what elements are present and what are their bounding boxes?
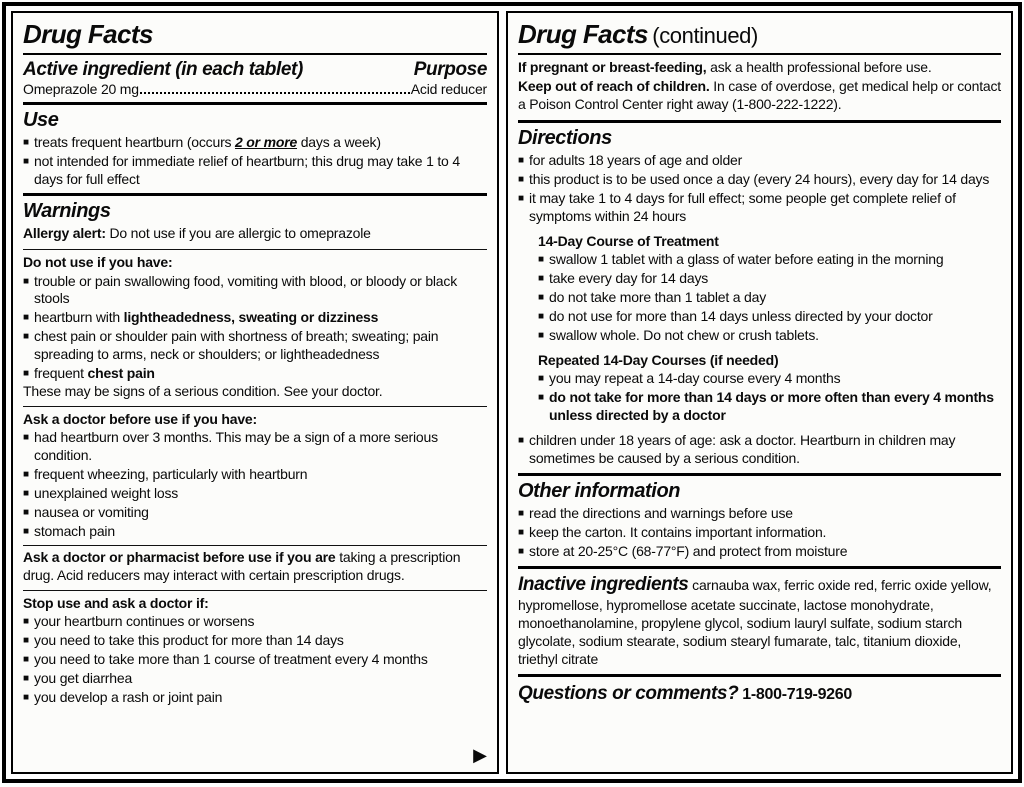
list-item-text (34, 429, 487, 465)
list-item-text (34, 485, 487, 503)
text-run: frequent wheezing, particularly with heartburn (34, 466, 308, 483)
subsection-ask-doctor (23, 406, 487, 545)
list-item-text (549, 251, 1001, 269)
text-run: chest pain (87, 365, 155, 382)
questions-phone-number: 1-800-719-9260 (742, 686, 852, 704)
section-questions (518, 674, 1001, 710)
bullet-square-icon: ■ (23, 526, 30, 538)
list-item-text (549, 389, 1001, 425)
panel-title: Drug Facts (518, 19, 648, 49)
list-item-text (529, 171, 1001, 189)
dotted-leader (140, 81, 410, 94)
text-run: had heartburn over 3 months. This may be a sign of a more serious condition. (34, 429, 438, 464)
list-item (23, 466, 487, 484)
list-item (23, 651, 487, 669)
drug-facts-label (2, 2, 1022, 783)
inactive-ingredients-text (518, 573, 1001, 669)
repeated-heading: Repeated 14-Day Courses (if needed) (538, 351, 779, 368)
list-item-text (34, 273, 487, 309)
text-run: children under 18 years of age: ask a doctor. Heartburn in children may sometimes be caused by a serious condition. (529, 431, 956, 466)
panel-title: Drug Facts (23, 19, 153, 49)
text-run: In case of overdose, get medical help or contact a Poison Control Center right away (1-800-222-1222). (518, 77, 1001, 112)
keep-out-of-reach-text (518, 78, 1001, 114)
list-item (518, 171, 1001, 189)
bullet-square-icon: ■ (518, 173, 525, 185)
text-run: If pregnant or breast-feeding, (518, 59, 707, 75)
list-item (23, 429, 487, 465)
text-run: you need to take more than 1 course of treatment every 4 months (34, 651, 428, 668)
panel-title-row-continued (518, 18, 1001, 55)
list-item (23, 670, 487, 688)
repeated-bullet-list (538, 370, 1001, 425)
children-bullet-list (518, 432, 1001, 468)
text-run: you need to take this product for more than 14 days (34, 632, 344, 649)
list-item-text (34, 328, 487, 364)
list-item-text (34, 689, 487, 707)
text-run: frequent (34, 365, 88, 382)
text-run: this product is to be used once a day (every 24 hours), every day for 14 days (529, 170, 990, 187)
subsection-stop-use (23, 590, 487, 711)
text-run: Allergy alert: (23, 225, 106, 242)
text-run: you get diarrhea (34, 670, 133, 687)
text-run: nausea or vomiting (34, 504, 149, 521)
text-run: taking a prescription drug. Acid reducers may interact with certain prescription drugs. (23, 549, 461, 583)
list-item (518, 152, 1001, 170)
panel-title-continued: (continued) (652, 23, 758, 48)
list-item-text (529, 543, 1001, 561)
bullet-square-icon: ■ (23, 654, 30, 666)
subsection-ask-pharmacist (23, 545, 487, 590)
bullet-square-icon: ■ (538, 329, 545, 341)
bullet-square-icon: ■ (538, 372, 545, 384)
list-item (538, 289, 1001, 307)
list-item-text (34, 651, 487, 669)
text-run: you develop a rash or joint pain (34, 689, 223, 706)
do-not-use-heading: Do not use if you have: (23, 254, 173, 271)
list-item-text (34, 523, 487, 541)
list-item-text (34, 466, 487, 484)
text-run: chest pain or shoulder pain with shortness of breath; sweating; pain spreading to arms, neck or shoulders; or lightheadedness (34, 328, 439, 363)
bullet-square-icon: ■ (23, 155, 30, 167)
ask-doctor-heading: Ask a doctor before use if you have: (23, 411, 257, 428)
bullet-square-icon: ■ (518, 192, 525, 204)
text-run: Keep out of reach of children. (518, 77, 710, 94)
list-item-text (34, 613, 487, 631)
section-heading-use: Use (23, 108, 59, 131)
list-item (23, 273, 487, 309)
bullet-square-icon: ■ (23, 331, 30, 343)
active-ingredient-row (23, 81, 487, 97)
list-item-text (549, 308, 1001, 326)
active-ingredient-heading: Active ingredient (in each tablet) (23, 58, 303, 80)
text-run: unexplained weight loss (34, 485, 179, 502)
list-item-text (34, 632, 487, 650)
text-run: do not use for more than 14 days unless directed by your doctor (549, 307, 933, 324)
questions-heading: Questions or comments? (518, 683, 739, 705)
list-item (538, 251, 1001, 269)
drug-facts-panel-right (506, 11, 1013, 774)
bullet-square-icon: ■ (538, 310, 545, 322)
drug-facts-panel-left (11, 11, 499, 774)
bullet-square-icon: ■ (538, 253, 545, 265)
list-item-text (34, 153, 487, 189)
bullet-square-icon: ■ (23, 469, 30, 481)
list-item (23, 134, 487, 152)
bullet-square-icon: ■ (23, 488, 30, 500)
text-run: you may repeat a 14-day course every 4 months (549, 369, 841, 386)
list-item-text (529, 190, 1001, 226)
text-run: your heartburn continues or worsens (34, 613, 255, 630)
text-run: Ask a doctor or pharmacist before use if you are (23, 549, 336, 566)
list-item (538, 270, 1001, 288)
text-run: do not take for more than 14 days or more often than every 4 months unless directed by a doctor (549, 388, 994, 423)
bullet-square-icon: ■ (518, 154, 525, 166)
bullet-square-icon: ■ (538, 272, 545, 284)
list-item (538, 327, 1001, 345)
list-item (23, 153, 487, 189)
bullet-square-icon: ■ (23, 368, 30, 380)
text-run: not intended for immediate relief of heartburn; this drug may take 1 to 4 days for full effect (34, 152, 460, 187)
list-item (518, 190, 1001, 226)
list-item (23, 613, 487, 631)
ask-doctor-bullet-list (23, 429, 487, 541)
list-item (23, 328, 487, 364)
text-run: read the directions and warnings before use (529, 504, 793, 521)
list-item (23, 365, 487, 383)
list-item (23, 504, 487, 522)
text-run: lightheadedness, sweating or dizziness (123, 309, 379, 326)
bullet-square-icon: ■ (518, 545, 525, 557)
text-run: ask a health professional before use. (706, 59, 932, 75)
purpose-heading: Purpose (413, 58, 487, 80)
list-item (23, 632, 487, 650)
bullet-square-icon: ■ (23, 432, 30, 444)
list-item (23, 309, 487, 327)
text-run: for adults 18 years of age and older (529, 151, 743, 168)
bullet-square-icon: ■ (23, 136, 30, 148)
list-item (538, 308, 1001, 326)
list-item-text (34, 309, 487, 327)
do-not-use-footer: These may be signs of a serious condition. See your doctor. (23, 383, 383, 400)
continued-arrow-icon: ▶ (473, 745, 487, 765)
section-active-ingredient (23, 55, 487, 102)
section-heading-directions: Directions (518, 126, 612, 149)
inactive-ingredients-heading: Inactive ingredients (518, 573, 689, 595)
list-item-text (34, 670, 487, 688)
text-run: keep the carton. It contains important information. (529, 523, 827, 540)
section-other-information (518, 473, 1001, 566)
list-item (518, 505, 1001, 523)
list-item (23, 523, 487, 541)
list-item (23, 689, 487, 707)
text-run: heartburn with (34, 309, 124, 326)
bullet-square-icon: ■ (23, 635, 30, 647)
purpose-value: Acid reducer (410, 80, 487, 97)
subsection-14-day-course (538, 232, 1001, 345)
bullet-square-icon: ■ (538, 291, 545, 303)
use-bullet-list (23, 134, 487, 189)
text-run: swallow 1 tablet with a glass of water before eating in the morning (549, 250, 944, 267)
bullet-square-icon: ■ (23, 616, 30, 628)
list-item-text (34, 365, 487, 383)
list-item-text (34, 134, 487, 152)
text-run: swallow whole. Do not chew or crush tablets. (549, 326, 819, 343)
list-item-text (529, 432, 1001, 468)
pregnancy-text (518, 59, 1001, 77)
bullet-square-icon: ■ (23, 673, 30, 685)
text-run: stomach pain (34, 523, 115, 540)
allergy-alert-text (23, 225, 487, 243)
inactive-ingredients-list: carnauba wax, ferric oxide red, ferric oxide yellow, hypromellose, hypromellose acetate succinate, lactose monohydrate, monoethanolamine, propylene glycol, sodium lauryl sulfate, sodium starch glycolate, sodium stearate, sodium stearyl fumarate, talc, titanium dioxide, triethyl citrate (518, 576, 992, 667)
stop-use-bullet-list (23, 613, 487, 707)
section-warnings (23, 193, 487, 249)
list-item (538, 370, 1001, 388)
bullet-square-icon: ■ (518, 507, 525, 519)
list-item (538, 389, 1001, 425)
course-heading: 14-Day Course of Treatment (538, 232, 719, 249)
section-heading-warnings: Warnings (23, 200, 111, 223)
text-run: do not take more than 1 tablet a day (549, 288, 766, 305)
active-ingredient-header (23, 59, 487, 81)
panel-title-row (23, 18, 487, 55)
course-bullet-list (538, 251, 1001, 345)
section-heading-other-information: Other information (518, 479, 681, 502)
ask-pharmacist-text (23, 549, 487, 585)
other-information-bullet-list (518, 505, 1001, 561)
list-item (518, 543, 1001, 561)
list-item-text (529, 152, 1001, 170)
text-run: it may take 1 to 4 days for full effect; some people get complete relief of symptoms within 24 hours (529, 189, 956, 224)
text-run: store at 20-25°C (68-77°F) and protect from moisture (529, 542, 848, 559)
bullet-square-icon: ■ (23, 507, 30, 519)
text-run: take every day for 14 days (549, 269, 709, 286)
section-pregnancy-warning (518, 55, 1001, 120)
list-item (23, 485, 487, 503)
text-run: days a week) (297, 133, 381, 150)
bullet-square-icon: ■ (518, 434, 525, 446)
directions-bullet-list (518, 152, 1001, 226)
section-directions (518, 120, 1001, 473)
bullet-square-icon: ■ (518, 526, 525, 538)
list-item-text (529, 524, 1001, 542)
bullet-square-icon: ■ (23, 692, 30, 704)
ingredient-name: Omeprazole 20 mg (23, 80, 139, 97)
section-inactive-ingredients (518, 566, 1001, 675)
text-run: Do not use if you are allergic to omeprazole (105, 225, 371, 242)
bullet-square-icon: ■ (23, 312, 30, 324)
list-item (518, 524, 1001, 542)
stop-use-heading: Stop use and ask a doctor if: (23, 594, 209, 611)
list-item-text (34, 504, 487, 522)
bullet-square-icon: ■ (538, 391, 545, 403)
subsection-do-not-use (23, 249, 487, 406)
list-item-text (549, 327, 1001, 345)
section-use (23, 102, 487, 194)
list-item-text (529, 505, 1001, 523)
list-item-text (549, 370, 1001, 388)
subsection-repeated-courses (538, 351, 1001, 425)
do-not-use-bullet-list (23, 273, 487, 384)
list-item-text (549, 270, 1001, 288)
text-run: trouble or pain swallowing food, vomiting with blood, or bloody or black stools (34, 272, 457, 307)
list-item (518, 432, 1001, 468)
list-item-text (549, 289, 1001, 307)
text-run: 2 or more (235, 133, 298, 150)
bullet-square-icon: ■ (23, 275, 30, 287)
text-run: treats frequent heartburn (occurs (34, 133, 236, 150)
